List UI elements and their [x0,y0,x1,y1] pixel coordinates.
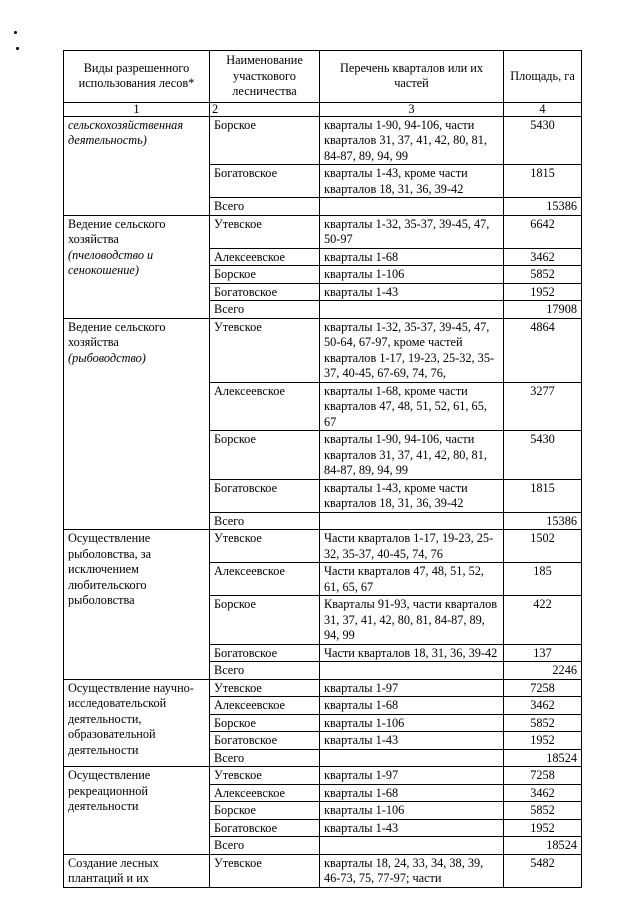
forestry-cell: Борское [210,596,320,645]
forestry-cell: Алексеевское [210,563,320,596]
forestry-cell: Борское [210,431,320,480]
quarters-cell: кварталы 1-68, кроме части кварталов 47, 48, 51, 52, 61, 65, 67 [320,382,504,431]
total-quarters-cell [320,512,504,530]
forestry-cell: Утевское [210,767,320,785]
quarters-cell: кварталы 1-106 [320,266,504,284]
use-kind-cell [64,318,210,530]
use-kind-cell [64,530,210,680]
table-row [64,679,582,697]
use-kind-cell [64,215,210,318]
area-cell: 5430 [504,116,582,165]
quarters-cell: кварталы 1-68 [320,697,504,715]
area-cell: 6642 [504,215,582,248]
total-area: 18524 [504,749,582,767]
total-label: Всего [210,749,320,767]
area-cell: 1952 [504,732,582,750]
column-number: 3 [320,102,504,116]
quarters-cell: Кварталы 91-93, части кварталов 31, 37, 41, 42, 80, 81, 84-87, 89, 94, 99 [320,596,504,645]
quarters-cell: кварталы 1-68 [320,784,504,802]
header-forestry: Наименование участкового лесничества [210,51,320,103]
quarters-cell: кварталы 1-97 [320,767,504,785]
column-number-row [64,102,582,116]
forestry-cell: Богатовское [210,732,320,750]
area-cell: 3462 [504,248,582,266]
forestry-cell: Богатовское [210,165,320,198]
quarters-cell: кварталы 1-90, 94-106, части кварталов 31, 37, 41, 42, 80, 81, 84-87, 89, 94, 99 [320,431,504,480]
use-kind-text: Осуществление рыболовства, за исключением любительского рыболовства [68,531,152,607]
quarters-cell: кварталы 1-32, 35-37, 39-45, 47, 50-97 [320,215,504,248]
area-cell: 5430 [504,431,582,480]
area-cell: 1815 [504,165,582,198]
table-row [64,767,582,785]
table-row [64,854,582,887]
scan-dot [16,47,19,50]
forestry-cell: Борское [210,266,320,284]
quarters-cell: Части кварталов 1-17, 19-23, 25-32, 35-37, 40-45, 74, 76 [320,530,504,563]
forestry-cell: Утевское [210,854,320,887]
area-cell: 5852 [504,266,582,284]
column-number: 1 [64,102,210,116]
forestry-cell: Утевское [210,318,320,382]
area-cell: 7258 [504,679,582,697]
scan-dot [14,31,17,34]
total-quarters-cell [320,662,504,680]
total-label: Всего [210,837,320,855]
total-label: Всего [210,198,320,216]
forestry-cell: Утевское [210,679,320,697]
header-row [64,51,582,103]
quarters-cell: кварталы 1-90, 94-106, части кварталов 31, 37, 41, 42, 80, 81, 84-87, 89, 94, 99 [320,116,504,165]
total-quarters-cell [320,749,504,767]
forestry-cell: Алексеевское [210,248,320,266]
total-area: 17908 [504,301,582,319]
use-kind-cell [64,116,210,215]
quarters-cell: кварталы 1-43, кроме части кварталов 18, 31, 36, 39-42 [320,479,504,512]
use-kind-text: Ведение сельского хозяйства [68,319,166,349]
column-number: 4 [504,102,582,116]
area-cell: 3462 [504,784,582,802]
forestry-cell: Богатовское [210,819,320,837]
area-cell: 7258 [504,767,582,785]
use-kind-text: Ведение сельского хозяйства [68,216,166,246]
total-quarters-cell [320,301,504,319]
forestry-cell: Богатовское [210,479,320,512]
use-kind-note: сельскохозяйственная деятельность) [68,117,184,147]
total-quarters-cell [320,198,504,216]
forestry-cell: Борское [210,116,320,165]
area-cell: 1952 [504,283,582,301]
area-cell: 5852 [504,714,582,732]
quarters-cell: кварталы 1-106 [320,802,504,820]
total-area: 15386 [504,512,582,530]
area-cell: 5482 [504,854,582,887]
area-cell: 3462 [504,697,582,715]
quarters-cell: кварталы 1-32, 35-37, 39-45, 47, 50-64, 67-97, кроме частей кварталов 1-17, 19-23, 25-32, 35-37, 40-45, 67-69, 74, 76, [320,318,504,382]
total-label: Всего [210,512,320,530]
area-cell: 4864 [504,318,582,382]
use-kind-note: (рыбоводство) [68,350,146,365]
use-kind-cell [64,767,210,855]
total-label: Всего [210,301,320,319]
quarters-cell: кварталы 1-43, кроме части кварталов 18, 31, 36, 39-42 [320,165,504,198]
area-cell: 185 [504,563,582,596]
use-kind-cell [64,854,210,887]
quarters-cell: кварталы 1-97 [320,679,504,697]
total-label: Всего [210,662,320,680]
area-cell: 1815 [504,479,582,512]
forest-use-table [63,50,582,888]
table-row [64,116,582,165]
total-quarters-cell [320,837,504,855]
table-row [64,530,582,563]
header-quarters: Перечень кварталов или их частей [320,51,504,103]
area-cell: 422 [504,596,582,645]
table-row [64,215,582,248]
forestry-cell: Богатовское [210,283,320,301]
area-cell: 3277 [504,382,582,431]
total-area: 15386 [504,198,582,216]
quarters-cell: Части кварталов 47, 48, 51, 52, 61, 65, 67 [320,563,504,596]
use-kind-text: Осуществление научно-исследовательской деятельности, образовательной деятельности [68,680,194,757]
area-cell: 1952 [504,819,582,837]
quarters-cell: кварталы 18, 24, 33, 34, 38, 39, 46-73, 75, 77-97; части [320,854,504,887]
header-area: Площадь, га [504,51,582,103]
area-cell: 1502 [504,530,582,563]
table-row [64,318,582,382]
forestry-cell: Борское [210,802,320,820]
column-number: 2 [210,102,320,116]
quarters-cell: кварталы 1-43 [320,819,504,837]
use-kind-cell [64,679,210,767]
use-kind-note: (пчеловодство и сенокошение) [68,247,154,277]
quarters-cell: кварталы 1-43 [320,283,504,301]
total-area: 18524 [504,837,582,855]
forestry-cell: Алексеевское [210,382,320,431]
quarters-cell: Части кварталов 18, 31, 36, 39-42 [320,644,504,662]
header-kind: Виды разрешенного использования лесов* [64,51,210,103]
total-area: 2246 [504,662,582,680]
forestry-cell: Богатовское [210,644,320,662]
forestry-cell: Борское [210,714,320,732]
use-kind-text: Создание лесных плантаций и их [68,855,159,885]
area-cell: 137 [504,644,582,662]
quarters-cell: кварталы 1-106 [320,714,504,732]
quarters-cell: кварталы 1-43 [320,732,504,750]
forestry-cell: Утевское [210,215,320,248]
forestry-cell: Алексеевское [210,784,320,802]
forestry-cell: Утевское [210,530,320,563]
area-cell: 5852 [504,802,582,820]
use-kind-text: Осуществление рекреационной деятельности [68,768,151,813]
quarters-cell: кварталы 1-68 [320,248,504,266]
forestry-cell: Алексеевское [210,697,320,715]
